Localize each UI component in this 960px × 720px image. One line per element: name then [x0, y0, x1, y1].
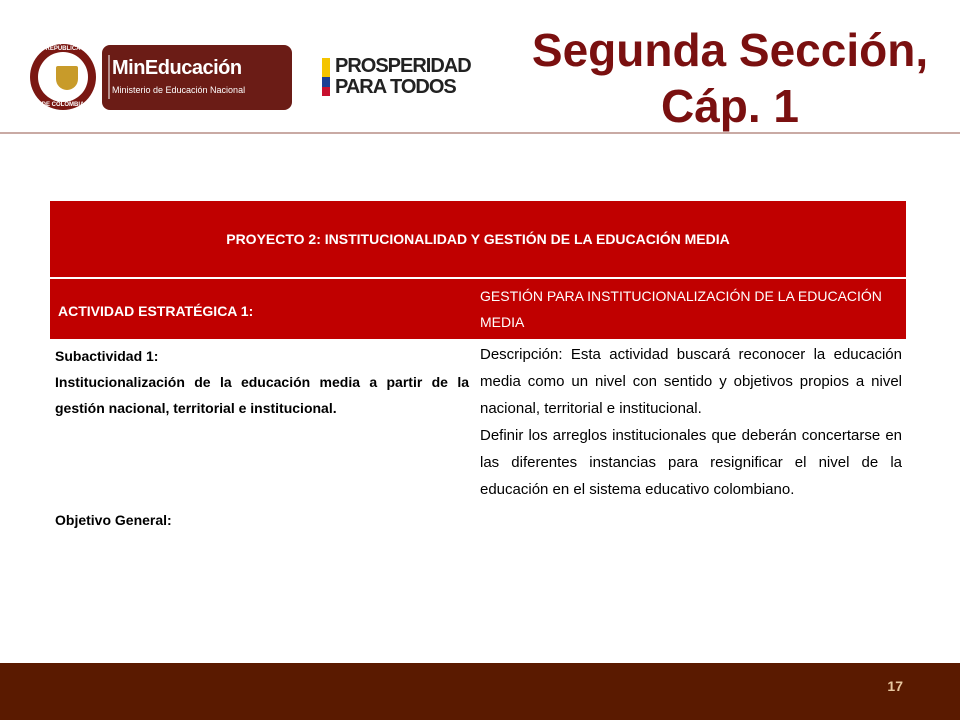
mineducacion-subtitle: Ministerio de Educación Nacional — [112, 85, 246, 95]
seal-top-text: REPÚBLICA — [45, 46, 81, 52]
activity-row — [50, 279, 906, 339]
page-title-line2: Cáp. 1 — [660, 80, 800, 132]
footer-bar — [0, 663, 960, 720]
header-divider — [0, 132, 960, 134]
project-header-row — [50, 201, 906, 277]
mineducacion-logo — [102, 45, 292, 110]
activity-label: ACTIVIDAD ESTRATÉGICA 1: — [58, 303, 254, 319]
colombia-flag-icon — [322, 58, 330, 96]
description-column — [480, 341, 902, 503]
mineducacion-title: MinEducación — [112, 57, 242, 79]
prosperidad-text — [335, 56, 471, 98]
page-title-line1: Segunda Sección, — [531, 24, 929, 76]
subactivity-column — [55, 343, 469, 528]
prosperidad-line2: PARA TODOS — [335, 76, 456, 98]
shield-icon — [56, 66, 78, 90]
definition-text: Definir los arreglos institucionales que deberán concertarse en las diferentes instancias para resignificar el nivel de la educación en el sistema educativo colombiano. — [480, 427, 902, 498]
objective-label: Objetivo General: — [55, 512, 172, 528]
seal-inner — [38, 52, 88, 102]
activity-value: GESTIÓN PARA INSTITUCIONALIZACIÓN DE LA EDUCACIÓN MEDIA — [480, 288, 882, 330]
page-number: 17 — [887, 678, 903, 694]
logo-divider — [108, 55, 110, 99]
description-text: Descripción: Esta actividad buscará reconocer la educación media como un nivel con sentido y objetivos propios a nivel nacional, territorial e institucional. — [480, 346, 902, 417]
subactivity-text: Institucionalización de la educación media a partir de la gestión nacional, territorial e institucional. — [55, 374, 469, 416]
prosperidad-line1: PROSPERIDAD — [335, 55, 471, 77]
subactivity-label: Subactividad 1: — [55, 348, 159, 364]
page-title — [500, 22, 960, 134]
project-title: PROYECTO 2: INSTITUCIONALIDAD Y GESTIÓN DE LA EDUCACIÓN MEDIA — [226, 231, 730, 247]
seal-bottom-text: DE COLOMBIA — [41, 102, 85, 108]
prosperidad-logo — [322, 56, 492, 100]
colombia-seal-logo — [30, 44, 96, 110]
